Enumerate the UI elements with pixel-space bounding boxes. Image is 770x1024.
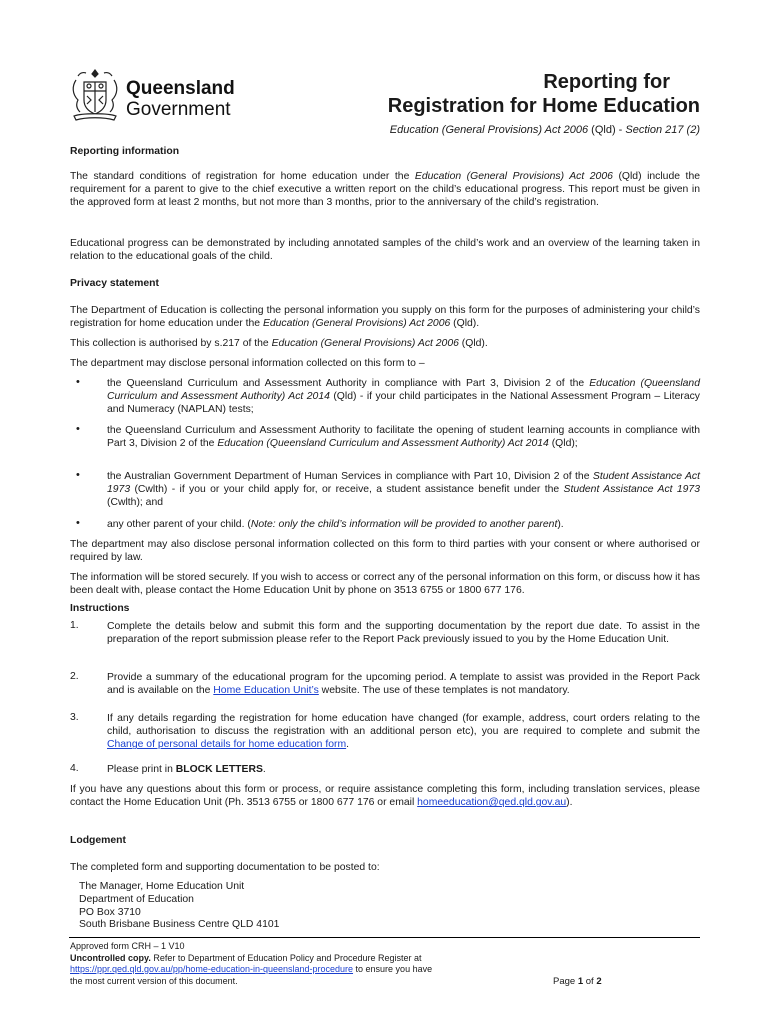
privacy-paragraph-1	[70, 304, 700, 330]
act-name: Education (General Provisions) Act 2006	[414, 171, 613, 182]
bullet-4-dot: •	[76, 517, 80, 529]
text-span: This collection is authorised by s.217 of the	[70, 338, 272, 349]
instruction-4	[107, 763, 700, 776]
instructions-heading: Instructions	[70, 603, 130, 614]
bullet-2-dot: •	[76, 423, 80, 435]
policy-register-link[interactable]: https://ppr.qed.qld.gov.au/pp/home-education-in-queensland-procedure	[70, 964, 354, 974]
text-span: the Queensland Curriculum and Assessment Authority to facilitate the opening of student learning accounts in compliance with Part 3, Division 2 of the	[107, 425, 700, 450]
text-span: ).	[557, 519, 564, 530]
text-span: (Qld).	[458, 338, 488, 349]
bullet-2	[107, 424, 700, 450]
bullet-3-dot: •	[76, 469, 80, 481]
text-span: (Qld) include the requirement for a parent to give to the chief executive a written report on the child’s educational progress. This report must be given in the approved form at least 2 months, but not more than 3 months, prior to the anniversary of the child’s registration.	[70, 171, 701, 209]
logo-line-1: Queensland	[126, 78, 235, 99]
reporting-heading: Reporting information	[70, 146, 180, 157]
text-span: .	[262, 764, 266, 775]
text-span: (Qld);	[548, 438, 578, 450]
subtitle-section: Section 217 (2)	[625, 124, 700, 136]
instruction-4-number: 4.	[70, 763, 79, 774]
reporting-paragraph-1	[70, 170, 700, 210]
page-label: Page	[553, 976, 578, 987]
bullet-3	[107, 470, 700, 510]
page-total: 2	[596, 976, 602, 987]
address-line-3: PO Box 3710	[79, 906, 141, 918]
note-text: Note: only the child’s information will be provided to another parent	[250, 519, 558, 530]
block-letters: BLOCK LETTERS	[175, 764, 263, 775]
footer-divider	[69, 937, 700, 938]
text-span: (Cwlth); and	[107, 497, 164, 509]
subtitle-act: Education (General Provisions) Act 2006	[389, 124, 589, 136]
bullet-4	[107, 518, 700, 531]
uncontrolled-notice	[70, 953, 510, 965]
address-line-4: South Brisbane Business Centre QLD 4101	[79, 919, 280, 931]
page-title	[280, 70, 700, 118]
act-name: Student Assistance Act 1973	[107, 471, 701, 496]
queensland-crest-icon	[68, 66, 122, 124]
text-span: any other parent of your child. (	[107, 519, 251, 530]
title-line-2: Registration for Home Education	[387, 95, 700, 117]
text-span: If any details regarding the registration for home education have changed (for example, address, court orders relating to the child, authorisation to discuss the registration with an additional person etc), you are required to complete and submit the	[107, 713, 700, 738]
address-line-1: The Manager, Home Education Unit	[79, 881, 245, 892]
text-span: Please print in	[107, 764, 176, 775]
text-span: ).	[566, 797, 573, 809]
privacy-heading: Privacy statement	[70, 278, 159, 289]
text-span: Provide a summary of the educational program for the upcoming period. A template to assist was provided in the Report Pack and is available on the	[107, 672, 700, 697]
text-span: to ensure you have	[353, 964, 433, 974]
instruction-1: Complete the details below and submit this form and the supporting documentation by the report due date. To assist in the preparation of the report submission please refer to the Report Pack previously issued to you by the Home Education Unit.	[107, 621, 700, 646]
text-span: .	[346, 739, 350, 751]
instruction-3-number: 3.	[70, 712, 79, 723]
reporting-paragraph-2: Educational progress can be demonstrated by including annotated samples of the child’s work and an overview of the learning taken in relation to the educational goals of the child.	[70, 238, 700, 263]
bullet-1	[107, 377, 700, 417]
act-name: Education (General Provisions) Act 2006	[262, 318, 451, 330]
act-name: Education (Queensland Curriculum and Assessment Authority) Act 2014	[217, 438, 549, 450]
text-span: the Australian Government Department of Human Services in compliance with Part 10, Division 2 of the	[107, 471, 593, 482]
text-span: The Department of Education is collecting the personal information you supply on this form for the purposes of administering your child’s registration for home education under the	[70, 305, 700, 330]
instruction-1-number: 1.	[70, 620, 79, 631]
text-span: If you have any questions about this form or process, or require assistance completing this form, including translation services, please contact the Home Education Unit (Ph. 3513 6755 or 1800 677 176 or email	[70, 784, 700, 809]
footer-last-line: the most current version of this document.	[70, 975, 238, 986]
postal-address	[79, 881, 279, 932]
address-line-2: Department of Education	[79, 893, 194, 905]
instruction-2	[107, 671, 700, 697]
text-span: (Qld).	[450, 318, 480, 330]
text-span: (Qld) - if your child participates in the National Assessment Program – Literacy and Numeracy (NAPLAN) tests;	[107, 391, 700, 416]
home-education-unit-link[interactable]: Home Education Unit’s	[213, 685, 319, 697]
bullet-1-dot: •	[76, 376, 80, 388]
act-name: Education (Queensland Curriculum and Assessment Authority) Act 2014	[107, 378, 700, 403]
change-of-details-form-link[interactable]: Change of personal details for home education form	[107, 739, 347, 751]
page-subtitle	[280, 124, 700, 136]
subtitle-qld: (Qld) -	[588, 124, 626, 136]
form-id: Approved form CRH – 1 V10	[70, 941, 185, 951]
policy-url-line	[70, 964, 510, 976]
privacy-paragraph-5: The information will be stored securely. If you wish to access or correct any of the personal information on this form, or discuss how it has been dealt with, please contact the Home Education Unit by phone on 3513 6755 or 1800 677 176.	[70, 572, 700, 597]
text-span: Refer to Department of Education Policy and Procedure Register at	[150, 952, 422, 963]
privacy-paragraph-4: The department may also disclose personal information collected on this form to third parties with your consent or where authorised or required by law.	[70, 539, 700, 564]
page-number	[553, 976, 602, 988]
act-name: Education (General Provisions) Act 2006	[271, 338, 459, 349]
page-current: 1	[577, 976, 584, 987]
footer	[70, 941, 510, 987]
lodgement-heading: Lodgement	[70, 835, 126, 846]
privacy-paragraph-3: The department may disclose personal information collected on this form to –	[70, 358, 425, 369]
lodgement-paragraph: The completed form and supporting documentation to be posted to:	[70, 862, 380, 873]
email-link[interactable]: homeeducation@qed.qld.gov.au	[417, 797, 567, 809]
privacy-paragraph-2	[70, 337, 700, 350]
act-name: Student Assistance Act 1973	[563, 484, 700, 496]
title-line-1: Reporting for	[543, 71, 670, 93]
help-paragraph	[70, 783, 700, 809]
logo-wordmark	[126, 78, 235, 120]
text-span: The standard conditions of registration for home education under the	[70, 171, 415, 182]
uncontrolled-label: Uncontrolled copy.	[70, 952, 151, 963]
text-span: (Cwlth) - if you or your child apply for, or receive, a student assistance benefit under the	[130, 484, 564, 496]
instruction-3	[107, 712, 700, 752]
text-span: website. The use of these templates is not mandatory.	[318, 685, 570, 697]
text-span: the Queensland Curriculum and Assessment Authority in compliance with Part 3, Division 2 of the	[107, 378, 590, 389]
instruction-2-number: 2.	[70, 671, 79, 682]
logo-line-2: Government	[126, 99, 231, 120]
page-of: of	[583, 976, 597, 987]
